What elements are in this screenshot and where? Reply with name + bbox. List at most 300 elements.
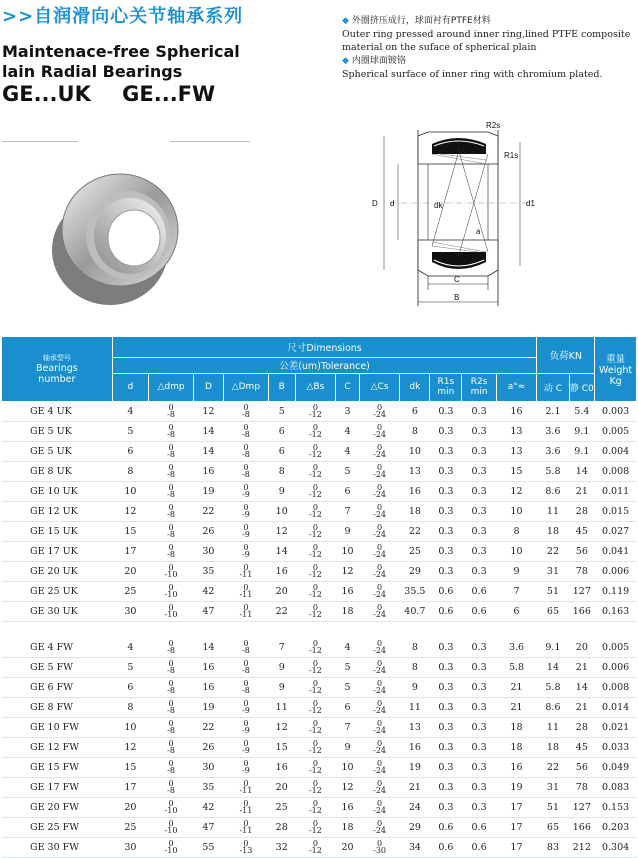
table-row xyxy=(2,657,637,677)
column-header: R2s min xyxy=(462,373,496,401)
tolerance-cell xyxy=(359,561,400,581)
tolerance-cell xyxy=(295,601,336,621)
tol-upper: 0 xyxy=(168,819,174,828)
table-cell: 0.003 xyxy=(595,401,637,421)
title-cn: >>自润滑向心关节轴承系列 xyxy=(2,6,244,27)
table-row xyxy=(2,777,637,797)
tol-lower: -24 xyxy=(373,746,387,755)
label-r2s: R2s xyxy=(486,121,501,130)
tolerance-cell xyxy=(295,541,336,561)
table-cell: 14 xyxy=(193,441,223,461)
table-cell: 3.6 xyxy=(537,441,569,461)
tolerance-cell xyxy=(359,677,400,697)
table-cell: 5 xyxy=(336,461,360,481)
bearing-number-cell: GE 6 FW xyxy=(2,677,112,697)
tol-lower: -24 xyxy=(373,450,387,459)
tolerance-cell xyxy=(149,817,194,837)
table-cell: 21 xyxy=(569,697,595,717)
tol-upper: 0 xyxy=(312,503,318,512)
model-fw: GE...FW xyxy=(122,82,216,106)
tol-upper: 0 xyxy=(243,739,249,748)
tol-upper: 0 xyxy=(168,583,174,592)
tol-lower: -11 xyxy=(239,570,253,579)
table-cell: 29 xyxy=(400,817,430,837)
table-cell: 10 xyxy=(112,481,148,501)
label-r1s: R1s xyxy=(504,151,519,160)
tol-upper: 0 xyxy=(377,423,383,432)
table-cell: 20 xyxy=(112,561,148,581)
column-header: △Cs xyxy=(359,373,400,401)
tol-upper: 0 xyxy=(243,583,249,592)
bearing-number-cell: GE 12 FW xyxy=(2,737,112,757)
tol-upper: 0 xyxy=(243,563,249,572)
title-en-line1: Maintenace-free Spherical xyxy=(2,42,240,61)
tolerance-cell xyxy=(359,737,400,757)
tolerance-cell xyxy=(149,638,194,658)
table-cell: 4 xyxy=(336,421,360,441)
table-cell: 65 xyxy=(537,817,569,837)
tol-upper: 0 xyxy=(312,699,318,708)
tolerance-cell xyxy=(223,757,268,777)
table-cell: 8 xyxy=(400,421,430,441)
tolerance-cell xyxy=(295,737,336,757)
column-header: C xyxy=(336,373,360,401)
tol-lower: -12 xyxy=(308,806,322,815)
tol-upper: 0 xyxy=(168,699,174,708)
tol-lower: -12 xyxy=(308,570,322,579)
table-row xyxy=(2,697,637,717)
table-cell: 10 xyxy=(496,501,537,521)
table-cell: 166 xyxy=(569,817,595,837)
tol-lower: -24 xyxy=(373,430,387,439)
table-cell: 42 xyxy=(193,581,223,601)
table-cell: 0.3 xyxy=(430,541,462,561)
tol-upper: 0 xyxy=(243,523,249,532)
table-cell: 14 xyxy=(193,421,223,441)
table-cell: 0.3 xyxy=(462,697,496,717)
table-cell: 31 xyxy=(537,777,569,797)
label-d: d xyxy=(390,199,395,208)
tolerance-cell xyxy=(149,777,194,797)
tol-lower: -24 xyxy=(373,646,387,655)
tol-lower: -24 xyxy=(373,550,387,559)
table-row xyxy=(2,737,637,757)
table-cell: 10 xyxy=(496,541,537,561)
table-cell: 5.8 xyxy=(537,677,569,697)
table-cell: 10 xyxy=(336,757,360,777)
tolerance-cell xyxy=(149,421,194,441)
tol-upper: 0 xyxy=(377,543,383,552)
tol-upper: 0 xyxy=(377,659,383,668)
tolerance-cell xyxy=(149,521,194,541)
bearing-number-cell: GE 8 FW xyxy=(2,697,112,717)
column-header: D xyxy=(193,373,223,401)
bearing-number-cell: GE 15 FW xyxy=(2,757,112,777)
table-cell: 0.6 xyxy=(430,817,462,837)
table-cell: 28 xyxy=(268,817,295,837)
tol-lower: -12 xyxy=(308,646,322,655)
table-cell: 16 xyxy=(193,657,223,677)
table-cell: 0.3 xyxy=(430,737,462,757)
column-header: 动 C xyxy=(537,373,569,401)
tolerance-cell xyxy=(295,581,336,601)
table-cell: 22 xyxy=(537,541,569,561)
tol-lower: -10 xyxy=(164,590,178,599)
tol-upper: 0 xyxy=(377,443,383,452)
table-cell: 35 xyxy=(193,561,223,581)
tol-lower: -11 xyxy=(239,806,253,815)
table-cell: 12 xyxy=(112,737,148,757)
table-row xyxy=(2,837,637,857)
table-cell: 18 xyxy=(336,601,360,621)
tol-lower: -10 xyxy=(164,806,178,815)
table-cell: 12 xyxy=(496,481,537,501)
table-cell: 32 xyxy=(268,837,295,857)
table-cell: 15 xyxy=(496,461,537,481)
tol-upper: 0 xyxy=(312,759,318,768)
row-spacer xyxy=(2,621,637,638)
table-cell: 0.033 xyxy=(595,737,637,757)
tol-upper: 0 xyxy=(168,779,174,788)
tol-lower: -12 xyxy=(308,430,322,439)
label-d1: d1 xyxy=(526,199,535,208)
tolerance-cell xyxy=(149,837,194,857)
table-cell: 16 xyxy=(193,677,223,697)
model-codes xyxy=(2,82,239,106)
specification-table xyxy=(2,337,637,858)
tolerance-cell xyxy=(223,638,268,658)
tol-upper: 0 xyxy=(243,759,249,768)
table-cell: 5.8 xyxy=(537,461,569,481)
table-cell: 56 xyxy=(569,541,595,561)
table-cell: 25 xyxy=(112,817,148,837)
divider-left xyxy=(2,141,78,142)
model-uk: GE...UK xyxy=(2,82,91,106)
table-cell: 5.8 xyxy=(496,657,537,677)
table-cell: 0.6 xyxy=(430,837,462,857)
tol-lower: -8 xyxy=(167,726,175,735)
bearing-number-cell: GE 12 UK xyxy=(2,501,112,521)
tol-upper: 0 xyxy=(377,839,383,848)
tolerance-cell xyxy=(149,441,194,461)
tolerance-cell xyxy=(295,638,336,658)
table-cell: 0.3 xyxy=(462,561,496,581)
tol-upper: 0 xyxy=(243,423,249,432)
tolerance-cell xyxy=(295,817,336,837)
table-cell: 8 xyxy=(268,461,295,481)
tol-upper: 0 xyxy=(312,443,318,452)
table-cell: 7 xyxy=(268,638,295,658)
tol-upper: 0 xyxy=(312,583,318,592)
tol-lower: -8 xyxy=(167,706,175,715)
table-cell: 11 xyxy=(537,717,569,737)
table-cell: 21 xyxy=(496,677,537,697)
table-cell: 22 xyxy=(193,717,223,737)
tolerance-cell xyxy=(359,777,400,797)
bearing-number-cell: GE 5 UK xyxy=(2,421,112,441)
table-cell: 5 xyxy=(336,677,360,697)
tol-upper: 0 xyxy=(377,639,383,648)
tol-upper: 0 xyxy=(312,839,318,848)
bearing-number-cell: GE 4 FW xyxy=(2,638,112,658)
table-cell: 13 xyxy=(400,461,430,481)
tol-upper: 0 xyxy=(168,483,174,492)
tolerance-cell xyxy=(359,581,400,601)
bearing-number-cell: GE 10 FW xyxy=(2,717,112,737)
column-header: d xyxy=(112,373,148,401)
table-cell: 0.3 xyxy=(430,421,462,441)
tolerance-cell xyxy=(223,581,268,601)
tolerance-cell xyxy=(223,817,268,837)
tol-upper: 0 xyxy=(312,779,318,788)
tol-upper: 0 xyxy=(312,543,318,552)
table-cell: 8 xyxy=(112,697,148,717)
table-cell: 0.004 xyxy=(595,441,637,461)
table-row xyxy=(2,797,637,817)
table-cell: 0.3 xyxy=(462,521,496,541)
tol-lower: -8 xyxy=(167,470,175,479)
table-cell: 20 xyxy=(112,797,148,817)
table-cell: 12 xyxy=(268,717,295,737)
table-cell: 8 xyxy=(400,657,430,677)
header-model-cn: 轴承型号 xyxy=(42,353,71,362)
table-cell: 6 xyxy=(400,401,430,421)
table-cell: 11 xyxy=(268,697,295,717)
table-cell: 20 xyxy=(268,581,295,601)
tol-upper: 0 xyxy=(377,563,383,572)
tolerance-cell xyxy=(149,657,194,677)
tolerance-cell xyxy=(223,481,268,501)
note-en-1a: Outer ring pressed around inner ring,lined PTFE composite xyxy=(342,29,631,40)
tol-lower: -9 xyxy=(241,726,250,735)
table-cell: 212 xyxy=(569,837,595,857)
bearing-number-cell: GE 20 UK xyxy=(2,561,112,581)
tolerance-cell xyxy=(223,461,268,481)
tol-upper: 0 xyxy=(312,403,318,412)
column-header: △Bs xyxy=(295,373,336,401)
table-cell: 127 xyxy=(569,797,595,817)
table-cell: 0.006 xyxy=(595,657,637,677)
table-cell: 13 xyxy=(400,717,430,737)
tol-lower: -24 xyxy=(373,590,387,599)
title-en-line2: lain Radial Bearings xyxy=(2,62,183,81)
table-cell: 78 xyxy=(569,561,595,581)
table-cell: 13 xyxy=(496,441,537,461)
table-row xyxy=(2,757,637,777)
tol-upper: 0 xyxy=(312,639,318,648)
table-cell: 21 xyxy=(400,777,430,797)
table-cell: 0.011 xyxy=(595,481,637,501)
tol-lower: -12 xyxy=(308,510,322,519)
tol-upper: 0 xyxy=(243,483,249,492)
tol-upper: 0 xyxy=(168,659,174,668)
table-cell: 0.3 xyxy=(462,657,496,677)
tol-lower: -8 xyxy=(167,666,175,675)
table-cell: 0.3 xyxy=(430,717,462,737)
tol-lower: -8 xyxy=(167,410,175,419)
tol-lower: -24 xyxy=(373,610,387,619)
table-cell: 0.3 xyxy=(430,757,462,777)
table-row xyxy=(2,541,637,561)
tol-lower: -24 xyxy=(373,786,387,795)
tol-lower: -24 xyxy=(373,570,387,579)
table-cell: 0.049 xyxy=(595,757,637,777)
table-cell: 30 xyxy=(193,541,223,561)
table-cell: 42 xyxy=(193,797,223,817)
tol-lower: -8 xyxy=(167,530,175,539)
table-cell: 18 xyxy=(400,501,430,521)
table-cell: 9 xyxy=(336,521,360,541)
table-cell: 0.008 xyxy=(595,677,637,697)
tol-lower: -8 xyxy=(167,646,175,655)
tol-upper: 0 xyxy=(377,739,383,748)
tolerance-cell xyxy=(223,737,268,757)
table-cell: 9 xyxy=(336,737,360,757)
table-cell: 16 xyxy=(496,401,537,421)
table-row xyxy=(2,501,637,521)
table-cell: 4 xyxy=(336,638,360,658)
tol-upper: 0 xyxy=(168,679,174,688)
tol-lower: -9 xyxy=(241,530,250,539)
table-cell: 30 xyxy=(112,837,148,857)
table-cell: 10 xyxy=(112,717,148,737)
tol-upper: 0 xyxy=(243,503,249,512)
table-cell: 0.3 xyxy=(462,441,496,461)
column-header: R1s min xyxy=(430,373,462,401)
table-cell: 24 xyxy=(400,797,430,817)
table-cell: 19 xyxy=(193,481,223,501)
table-cell: 25 xyxy=(268,797,295,817)
table-cell: 21 xyxy=(496,697,537,717)
tolerance-cell xyxy=(149,401,194,421)
tolerance-cell xyxy=(359,541,400,561)
bearing-number-cell: GE 8 UK xyxy=(2,461,112,481)
table-cell: 35.5 xyxy=(400,581,430,601)
tol-upper: 0 xyxy=(312,739,318,748)
table-cell: 17 xyxy=(496,817,537,837)
tol-lower: -11 xyxy=(239,590,253,599)
table-cell: 16 xyxy=(336,581,360,601)
tol-lower: -12 xyxy=(308,686,322,695)
tol-upper: 0 xyxy=(312,679,318,688)
tolerance-cell xyxy=(359,717,400,737)
tol-upper: 0 xyxy=(243,799,249,808)
table-cell: 0.203 xyxy=(595,817,637,837)
tol-lower: -13 xyxy=(239,846,253,855)
tol-upper: 0 xyxy=(377,503,383,512)
table-cell: 25 xyxy=(112,581,148,601)
table-cell: 21 xyxy=(569,657,595,677)
table-cell: 0.119 xyxy=(595,581,637,601)
table-cell: 0.008 xyxy=(595,461,637,481)
tol-lower: -8 xyxy=(167,450,175,459)
tol-upper: 0 xyxy=(377,523,383,532)
tolerance-cell xyxy=(223,521,268,541)
table-cell: 0.3 xyxy=(462,797,496,817)
table-cell: 5 xyxy=(112,657,148,677)
bearing-number-cell: GE 30 UK xyxy=(2,601,112,621)
table-cell: 0.3 xyxy=(430,461,462,481)
tol-upper: 0 xyxy=(168,759,174,768)
tolerance-cell xyxy=(223,401,268,421)
column-header: 静 C0 xyxy=(569,373,595,401)
table-cell: 30 xyxy=(193,757,223,777)
table-row xyxy=(2,401,637,421)
tolerance-cell xyxy=(223,697,268,717)
tolerance-cell xyxy=(149,501,194,521)
table-cell: 6 xyxy=(496,601,537,621)
tol-lower: -12 xyxy=(308,530,322,539)
table-cell: 20 xyxy=(569,638,595,658)
tol-lower: -8 xyxy=(241,450,250,459)
table-cell: 3 xyxy=(336,401,360,421)
tolerance-cell xyxy=(149,541,194,561)
bearing-number-cell: GE 15 UK xyxy=(2,521,112,541)
table-cell: 5 xyxy=(112,421,148,441)
table-cell: 6 xyxy=(112,441,148,461)
tol-lower: -8 xyxy=(241,666,250,675)
table-cell: 0.005 xyxy=(595,638,637,658)
tol-lower: -10 xyxy=(164,610,178,619)
tol-lower: -24 xyxy=(373,766,387,775)
header-dimensions: 尺寸Dimensions xyxy=(112,337,537,357)
table-cell: 18 xyxy=(537,737,569,757)
tol-lower: -12 xyxy=(308,726,322,735)
table-cell: 11 xyxy=(537,501,569,521)
tol-lower: -9 xyxy=(241,766,250,775)
feature-notes xyxy=(342,14,636,81)
bearing-number-cell: GE 4 UK xyxy=(2,401,112,421)
tol-upper: 0 xyxy=(377,759,383,768)
table-cell: 18 xyxy=(496,737,537,757)
table-cell: 20 xyxy=(336,837,360,857)
table-cell: 9 xyxy=(496,561,537,581)
tolerance-cell xyxy=(295,501,336,521)
tol-lower: -8 xyxy=(167,550,175,559)
column-header: B xyxy=(268,373,295,401)
table-cell: 0.3 xyxy=(430,797,462,817)
tol-lower: -12 xyxy=(308,766,322,775)
tol-upper: 0 xyxy=(377,463,383,472)
tolerance-cell xyxy=(223,601,268,621)
table-cell: 0.3 xyxy=(462,717,496,737)
tol-lower: -12 xyxy=(308,410,322,419)
tol-upper: 0 xyxy=(168,799,174,808)
table-cell: 47 xyxy=(193,601,223,621)
table-cell: 6 xyxy=(112,677,148,697)
table-cell: 5 xyxy=(336,657,360,677)
table-cell: 0.021 xyxy=(595,717,637,737)
tolerance-cell xyxy=(359,401,400,421)
tolerance-cell xyxy=(359,757,400,777)
tol-lower: -24 xyxy=(373,470,387,479)
table-cell: 0.6 xyxy=(462,837,496,857)
table-cell: 14 xyxy=(268,541,295,561)
tol-upper: 0 xyxy=(243,819,249,828)
table-cell: 6 xyxy=(268,421,295,441)
tol-upper: 0 xyxy=(243,639,249,648)
tol-lower: -9 xyxy=(241,746,250,755)
tol-upper: 0 xyxy=(168,523,174,532)
table-cell: 0.3 xyxy=(430,501,462,521)
table-cell: 29 xyxy=(400,561,430,581)
tol-lower: -11 xyxy=(239,610,253,619)
tolerance-cell xyxy=(359,421,400,441)
tol-lower: -12 xyxy=(308,666,322,675)
tol-lower: -9 xyxy=(241,550,250,559)
tol-lower: -24 xyxy=(373,666,387,675)
table-cell: 0.3 xyxy=(462,461,496,481)
